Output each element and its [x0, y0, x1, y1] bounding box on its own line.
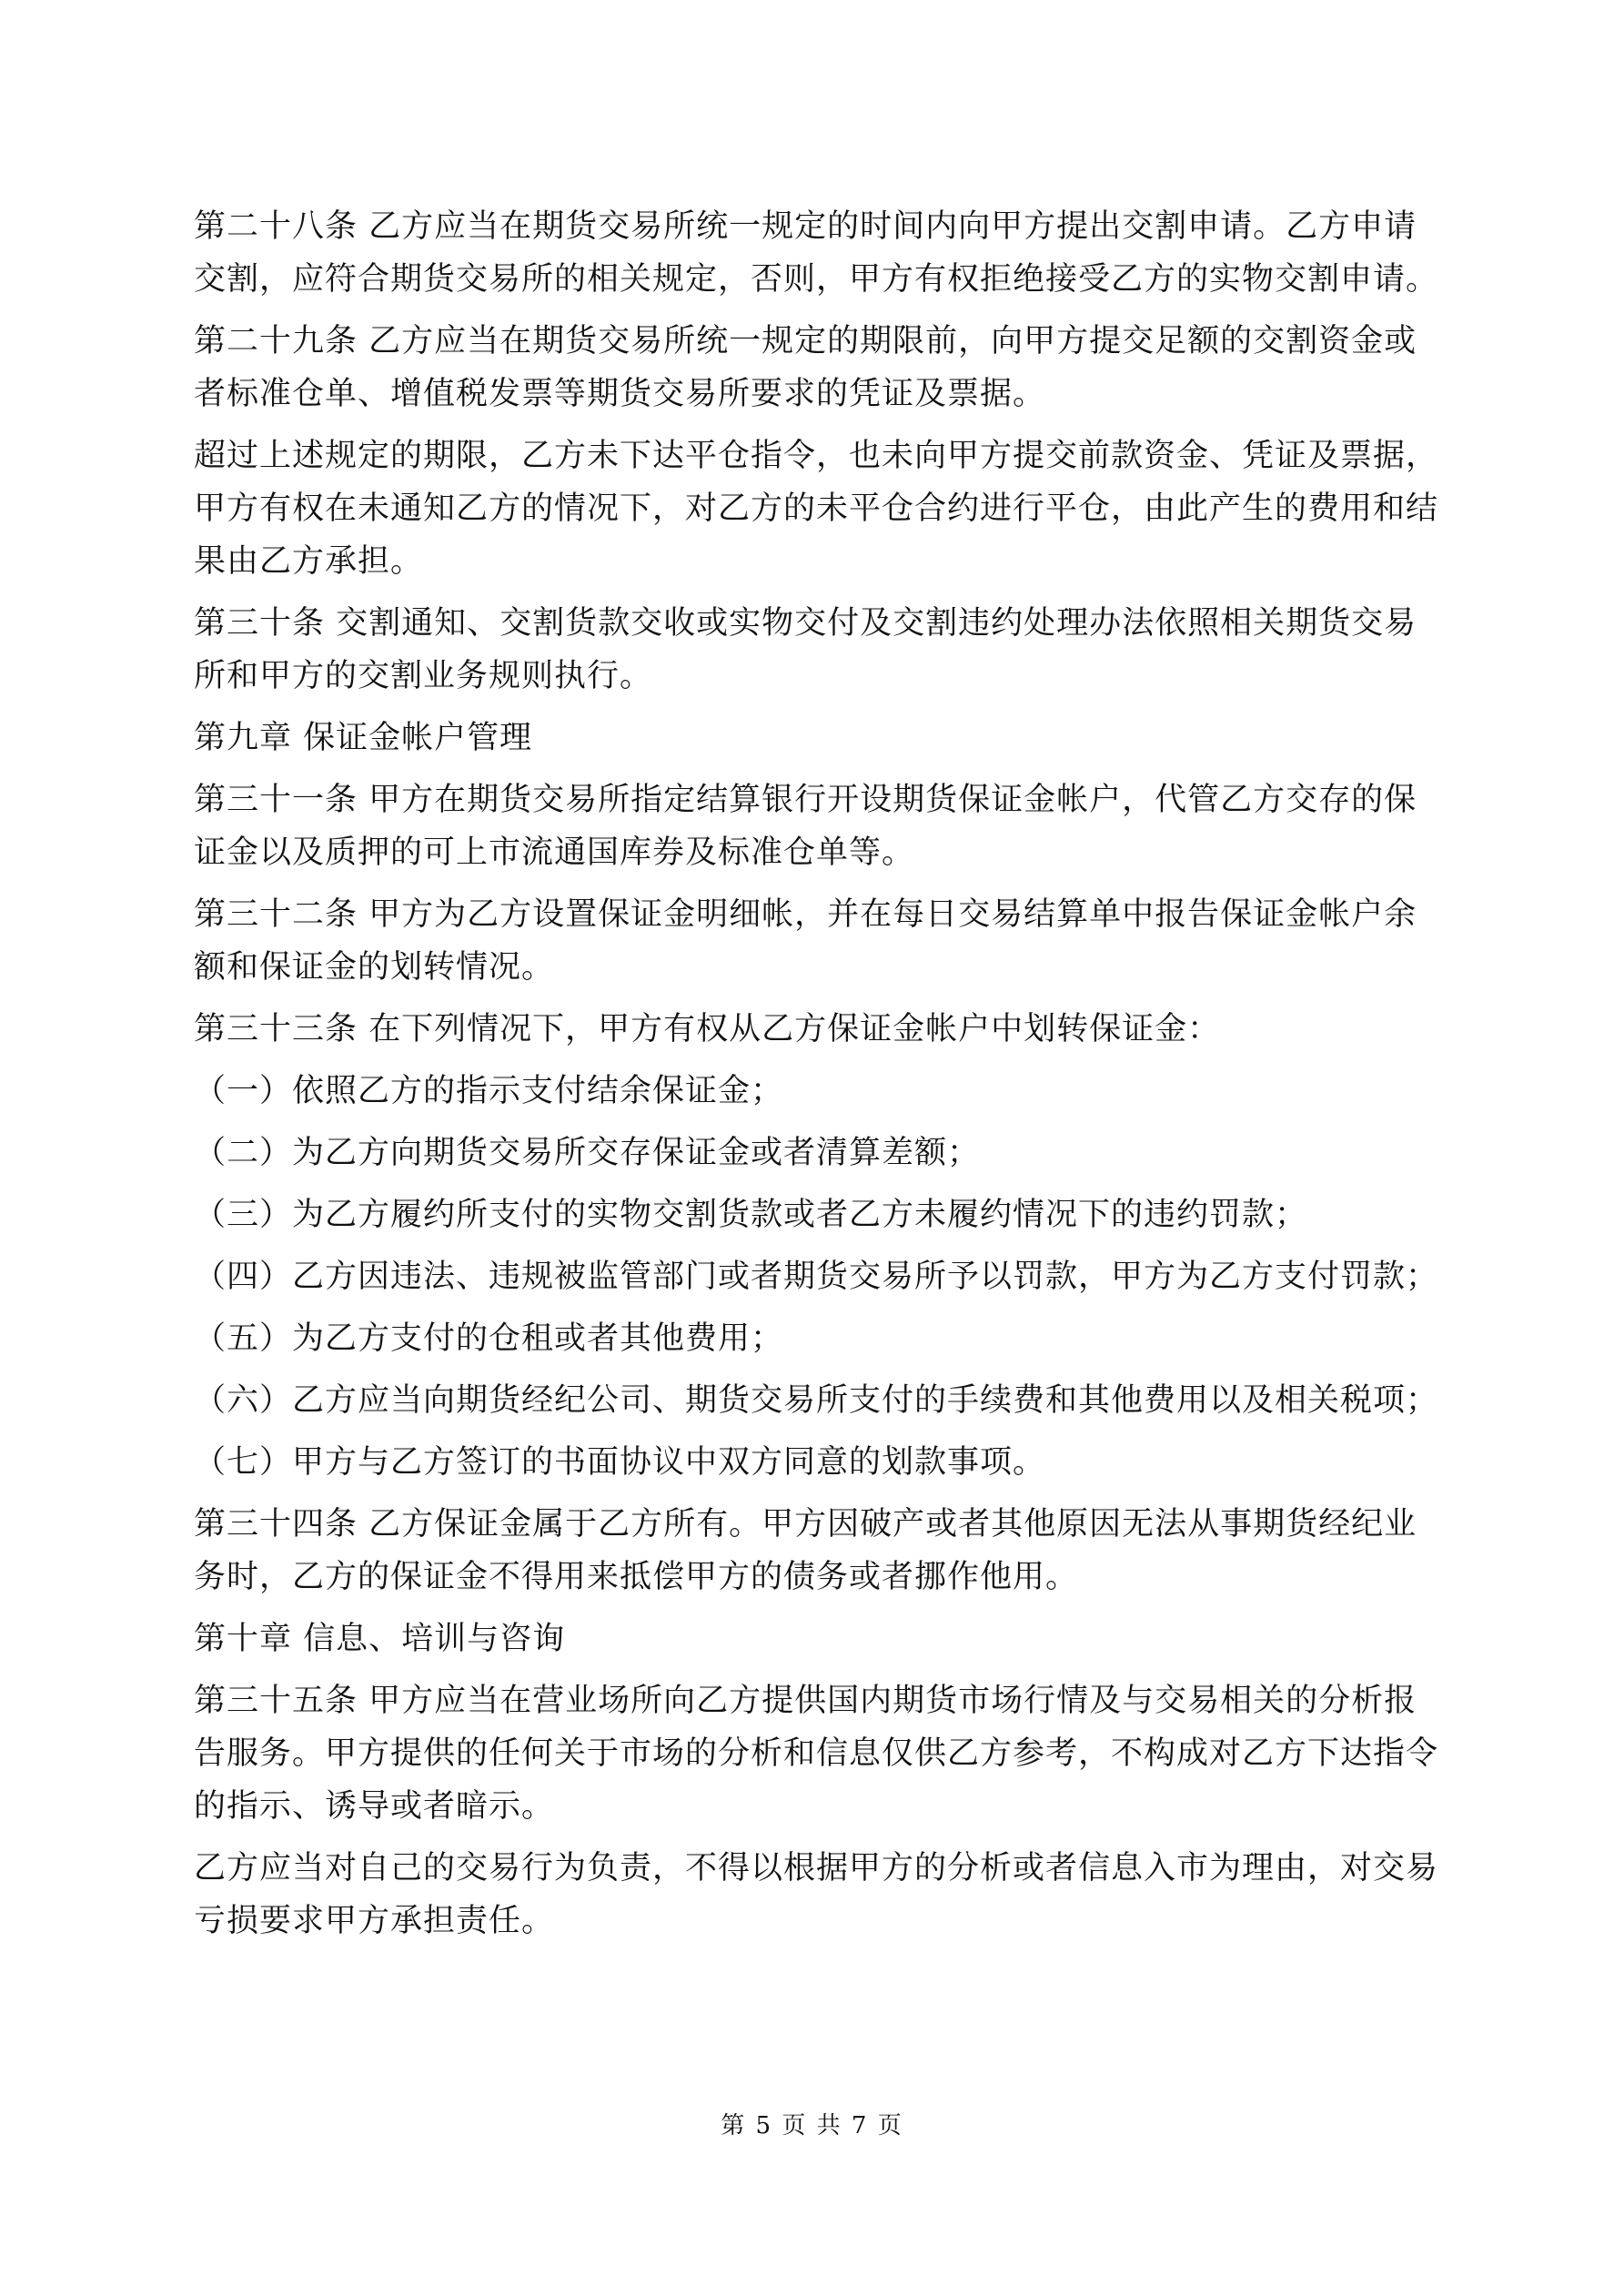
- paragraph: [194, 1250, 1440, 1303]
- text-line: 所和甲方的交割业务规则执行。: [194, 658, 653, 694]
- text-line: 第三十条 交割通知、交割货款交收或实物交付及交割违约处理办法依照相关期货交易: [194, 605, 1417, 642]
- text-line: （六）乙方应当向期货经纪公司、期货交易所支付的手续费和其他费用以及相关税项；: [194, 1382, 1439, 1419]
- paragraph: [194, 1436, 1440, 1489]
- text-line: 第十章 信息、培训与咨询: [194, 1621, 566, 1657]
- text-line: 第三十一条 甲方在期货交易所指定结算银行开设期货保证金帐户，代管乙方交存的保: [194, 782, 1417, 818]
- text-line: 超过上述规定的期限，乙方未下达平仓指令，也未向甲方提交前款资金、凭证及票据，: [194, 438, 1439, 474]
- paragraph: [194, 1674, 1440, 1833]
- page-number-footer: 第 5 页 共 7 页: [721, 2112, 903, 2139]
- text-line: 者标准仓单、增值税发票等期货交易所要求的凭证及票据。: [194, 376, 1046, 412]
- paragraph: [194, 200, 1440, 306]
- text-line: 告服务。甲方提供的任何关于市场的分析和信息仅供乙方参考，不构成对乙方下达指令: [194, 1735, 1439, 1772]
- paragraph: [194, 597, 1440, 703]
- text-line: 果由乙方承担。: [194, 543, 424, 580]
- paragraph: [194, 1613, 1440, 1665]
- text-line: （二）为乙方向期货交易所交存保证金或者清算差额；: [194, 1135, 981, 1171]
- text-line: （五）为乙方支付的仓租或者其他费用；: [194, 1320, 784, 1357]
- text-line: 甲方有权在未通知乙方的情况下，对乙方的未平仓合约进行平仓，由此产生的费用和结: [194, 491, 1439, 527]
- paragraph: [194, 1312, 1440, 1365]
- text-line: 第二十九条 乙方应当在期货交易所统一规定的期限前，向甲方提交足额的交割资金或: [194, 323, 1417, 359]
- paragraph: [194, 1003, 1440, 1056]
- text-line: 证金以及质押的可上市流通国库券及标准仓单等。: [194, 834, 915, 871]
- paragraph: [194, 315, 1440, 420]
- text-line: 乙方应当对自己的交易行为负责，不得以根据甲方的分析或者信息入市为理由，对交易: [194, 1850, 1439, 1886]
- text-line: 第三十四条 乙方保证金属于乙方所有。甲方因破产或者其他原因无法从事期货经纪业: [194, 1506, 1417, 1542]
- paragraph: [194, 1127, 1440, 1179]
- paragraph: [194, 774, 1440, 879]
- text-line: （四）乙方因违法、违规被监管部门或者期货交易所予以罚款，甲方为乙方支付罚款；: [194, 1259, 1439, 1295]
- text-line: 亏损要求甲方承担责任。: [194, 1903, 555, 1939]
- text-line: （七）甲方与乙方签订的书面协议中双方同意的划款事项。: [194, 1444, 1046, 1481]
- text-line: （三）为乙方履约所支付的实物交割货款或者乙方未履约情况下的违约罚款；: [194, 1197, 1308, 1233]
- paragraph: [194, 1498, 1440, 1603]
- paragraph: [194, 888, 1440, 994]
- text-line: 第三十五条 甲方应当在营业场所向乙方提供国内期货市场行情及与交易相关的分析报: [194, 1683, 1417, 1719]
- text-line: 第二十八条 乙方应当在期货交易所统一规定的时间内向甲方提出交割申请。乙方申请: [194, 208, 1417, 245]
- text-line: 第三十二条 甲方为乙方设置保证金明细帐，并在每日交易结算单中报告保证金帐户余: [194, 896, 1417, 933]
- text-line: 务时，乙方的保证金不得用来抵偿甲方的债务或者挪作他用。: [194, 1559, 1079, 1595]
- text-line: 第三十三条 在下列情况下，甲方有权从乙方保证金帐户中划转保证金：: [194, 1011, 1221, 1047]
- document-body: [194, 200, 1440, 1957]
- text-line: 交割，应符合期货交易所的相关规定，否则，甲方有权拒绝接受乙方的实物交割申请。: [194, 261, 1439, 298]
- paragraph: [194, 1188, 1440, 1241]
- paragraph: [194, 430, 1440, 588]
- text-line: （一）依照乙方的指示支付结余保证金；: [194, 1073, 784, 1109]
- paragraph: [194, 1065, 1440, 1118]
- paragraph: [194, 1374, 1440, 1427]
- text-line: 额和保证金的划转情况。: [194, 949, 555, 986]
- paragraph: [194, 712, 1440, 764]
- paragraph: [194, 1842, 1440, 1947]
- text-line: 的指示、诱导或者暗示。: [194, 1788, 555, 1825]
- text-line: 第九章 保证金帐户管理: [194, 720, 533, 756]
